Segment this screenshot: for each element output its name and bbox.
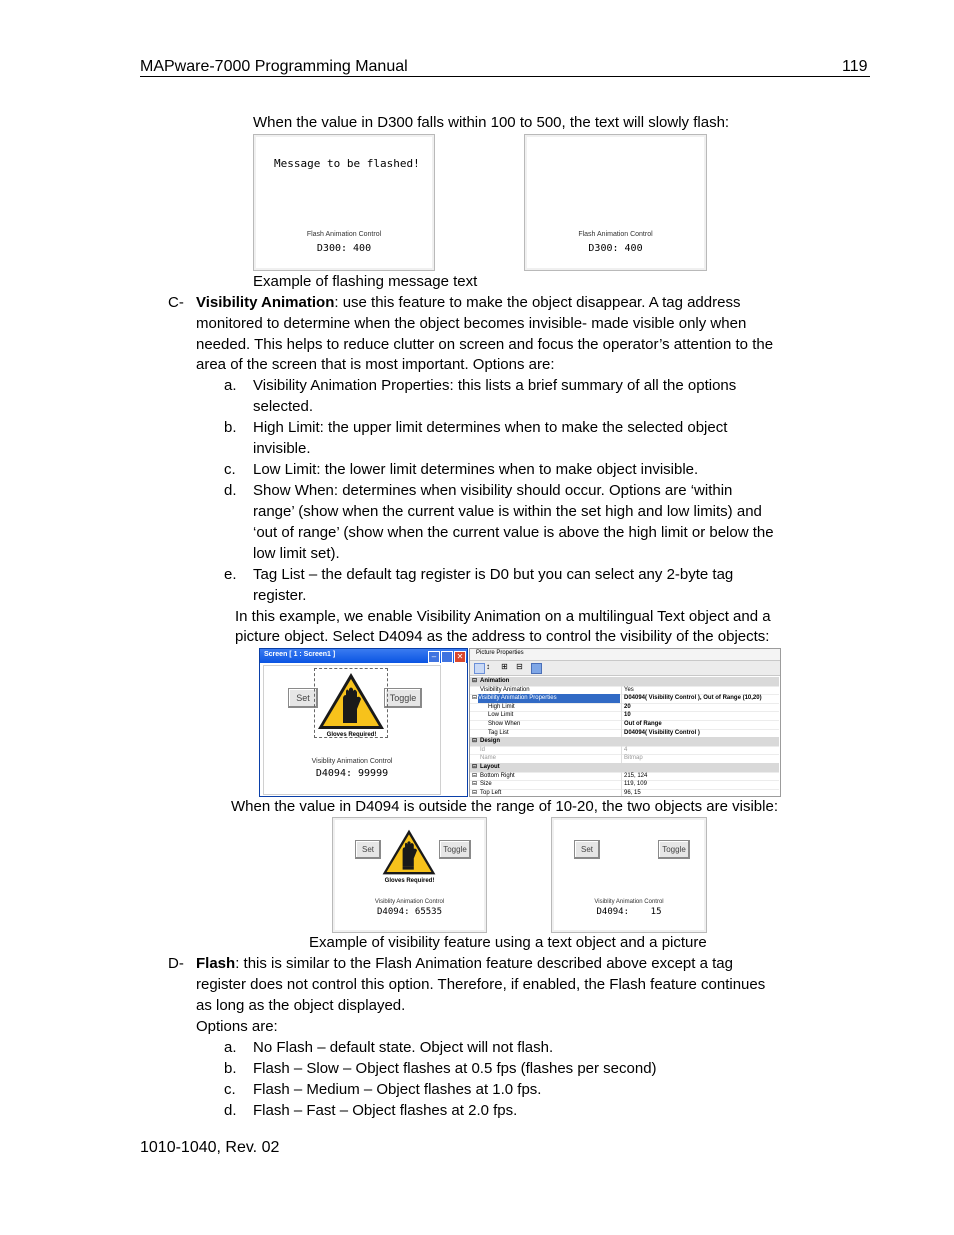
property-rows <box>470 677 780 796</box>
column-divider[interactable] <box>621 686 622 695</box>
option-c-a-letter: a. <box>224 377 237 394</box>
property-name: Size <box>480 781 492 788</box>
option-d-c-text: Flash – Medium – Object flashes at 1.0 fps. <box>253 1081 542 1098</box>
option-d-d-letter: d. <box>224 1102 237 1119</box>
gloves-label: Gloves Required! <box>384 878 435 884</box>
option-d-b-letter: b. <box>224 1060 237 1077</box>
flash-value: D300: 400 <box>316 243 372 254</box>
outside-range-text: When the value in D4094 is outside the range of 10-20, the two objects are visible: <box>231 798 778 815</box>
property-name: Name <box>480 755 497 762</box>
close-button[interactable]: ✕ <box>454 651 466 663</box>
section-c-line-4: area of the screen that is most important. Options are: <box>196 356 555 373</box>
control-label: Visiblity Animation Control <box>311 758 393 765</box>
column-divider[interactable] <box>621 754 622 763</box>
column-divider[interactable] <box>621 694 622 703</box>
minimize-button[interactable]: – <box>428 651 440 663</box>
warning-gloves-icon <box>316 670 386 732</box>
section-c-line-3: needed. This helps to reduce clutter on screen and focus the operator’s attention to the <box>196 336 774 353</box>
section-c-letter: C- <box>168 294 184 311</box>
property-grid-title: Picture Properties <box>476 650 524 656</box>
expand-toggle-icon[interactable]: ⊟ <box>472 781 478 788</box>
option-c-b-line: High Limit: the upper limit determines when to make the selected object <box>253 419 728 436</box>
property-value[interactable]: 215, 124 <box>624 772 648 779</box>
property-value[interactable]: 96, 15 <box>624 789 641 796</box>
flash-message: Message to be flashed! <box>274 157 420 170</box>
option-c-d-letter: d. <box>224 482 237 499</box>
expand-icon[interactable]: ⊞ <box>501 662 508 671</box>
column-divider[interactable] <box>621 780 622 789</box>
property-name: Low Limit <box>488 712 514 719</box>
option-c-d-line: Show When: determines when visibility should occur. Options are ‘within <box>253 482 733 499</box>
option-c-e-line: register. <box>253 587 307 604</box>
column-divider[interactable] <box>621 703 622 712</box>
property-name: Visibility Animation <box>480 686 530 693</box>
set-button[interactable]: Set <box>355 840 381 859</box>
flash-caption: Example of flashing message text <box>253 273 478 290</box>
option-c-c-letter: c. <box>224 461 236 478</box>
option-d-d-text: Flash – Fast – Object flashes at 2.0 fps. <box>253 1102 518 1119</box>
property-value[interactable]: 20 <box>624 703 631 710</box>
option-c-e-line: Tag List – the default tag register is D0 but you can select any 2-byte tag <box>253 566 734 583</box>
section-d-letter: D- <box>168 955 184 972</box>
option-c-d-line: low limit set). <box>253 545 340 562</box>
column-divider[interactable] <box>621 720 622 729</box>
option-c-d-line: ‘out of range’ (show when the current value is above the high limit or below the <box>253 524 774 541</box>
flash-control-label: Flash Animation Control <box>578 231 653 238</box>
expand-toggle-icon[interactable]: ⊟ <box>472 764 478 770</box>
screen-canvas <box>263 665 441 795</box>
section-d-line-3: as long as the object displayed. <box>196 997 406 1014</box>
section-c-title: Visibility Animation <box>196 294 335 311</box>
option-d-a-text: No Flash – default state. Object will not flash. <box>253 1039 554 1056</box>
option-c-c-line: Low Limit: the lower limit determines when to make object invisible. <box>253 461 699 478</box>
control-value: D4094: 65535 <box>376 907 443 917</box>
expand-toggle-icon[interactable]: ⊟ <box>472 789 478 796</box>
flash-panel-hidden <box>524 134 707 271</box>
section-d-line-1-text: : this is similar to the Flash Animation feature described above except a tag <box>235 955 733 972</box>
property-name: Top Left <box>480 789 502 796</box>
section-c-line-2: monitored to determine when the object becomes invisible- made visible only when <box>196 315 747 332</box>
property-value[interactable]: 119, 109 <box>624 781 647 788</box>
property-name: Bottom Right <box>480 772 515 779</box>
screen-title-bar <box>260 649 467 663</box>
section-d-line-1 <box>196 953 733 974</box>
example-line-2: picture object. Select D4094 as the address to control the visibility of the objects: <box>235 628 770 645</box>
sort-az-icon[interactable]: ↕ <box>486 662 490 671</box>
collapse-icon[interactable]: ⊟ <box>516 662 523 671</box>
option-c-b-line: invisible. <box>253 440 311 457</box>
intro-flash-text: When the value in D300 falls within 100 to 500, the text will slowly flash: <box>253 114 730 131</box>
property-value[interactable]: Out of Range <box>624 721 662 727</box>
section-c-line-1-text: : use this feature to make the object disappear. A tag address <box>334 294 741 311</box>
section-d-line-4: Options are: <box>196 1018 278 1035</box>
property-value[interactable]: Yes <box>624 686 634 693</box>
maximize-button[interactable] <box>441 651 453 663</box>
option-c-b-letter: b. <box>224 419 237 436</box>
expand-toggle-icon[interactable]: ⊟ <box>472 678 478 684</box>
gloves-label: Gloves Required! <box>326 732 377 738</box>
flash-value: D300: 400 <box>588 243 643 254</box>
set-button[interactable]: Set <box>288 688 318 708</box>
screen-window <box>259 648 468 797</box>
control-label: Visiblity Animation Control <box>594 899 664 905</box>
property-name: Show When <box>488 721 521 727</box>
property-name: Animation <box>480 678 510 684</box>
property-value[interactable]: D04094( Visibility Control ) <box>624 729 700 736</box>
column-divider[interactable] <box>621 729 622 738</box>
expand-toggle-icon[interactable]: ⊟ <box>472 738 478 745</box>
option-d-c-letter: c. <box>224 1081 236 1098</box>
section-c-line-1 <box>196 292 740 313</box>
pages-icon[interactable] <box>531 663 542 674</box>
property-name: Visibility Animation Properties <box>478 694 620 703</box>
expand-toggle-icon[interactable]: ⊟ <box>472 772 478 779</box>
column-divider[interactable] <box>621 711 622 720</box>
property-value[interactable]: D04094( Visibility Control ), Out of Range (10,20) <box>624 695 762 702</box>
column-divider[interactable] <box>621 772 622 781</box>
property-value[interactable]: Bitmap <box>624 755 643 762</box>
footer-doc-number: 1010-1040, Rev. 02 <box>140 1139 280 1156</box>
control-label: Visiblity Animation Control <box>374 899 445 905</box>
flash-control-label: Flash Animation Control <box>306 231 382 238</box>
toggle-button[interactable]: Toggle <box>384 688 422 708</box>
option-c-a-line: selected. <box>253 398 314 415</box>
property-name: Design <box>480 738 501 745</box>
section-d-line-2: register does not control this option. Therefore, if enabled, the Flash feature continues <box>196 976 766 993</box>
toggle-button[interactable]: Toggle <box>658 840 690 859</box>
property-name: High Limit <box>488 703 515 710</box>
property-name: Tag List <box>488 729 509 736</box>
expand-toggle-icon[interactable]: ⊟ <box>472 695 478 702</box>
option-c-d-line: range’ (show when the current value is within the set high and low limits) and <box>253 503 762 520</box>
control-value: D4094: 15 <box>596 907 662 917</box>
property-name: Layout <box>480 764 500 770</box>
page-number: 119 <box>842 58 868 75</box>
header-rule <box>140 76 870 77</box>
option-c-a-line: Visibility Animation Properties: this lists a brief summary of all the options <box>253 377 737 394</box>
option-d-b-text: Flash – Slow – Object flashes at 0.5 fps (flashes per second) <box>253 1060 657 1077</box>
toggle-button[interactable]: Toggle <box>439 840 471 859</box>
option-d-a-letter: a. <box>224 1039 237 1056</box>
property-value[interactable]: 4 <box>624 746 628 753</box>
section-d-title: Flash <box>196 955 236 972</box>
option-c-e-letter: e. <box>224 566 237 583</box>
property-name: Id <box>480 746 486 753</box>
column-divider[interactable] <box>621 746 622 755</box>
property-grid <box>469 648 781 797</box>
control-value: D4094: 99999 <box>315 768 389 779</box>
set-button[interactable]: Set <box>574 840 600 859</box>
property-value[interactable]: 10 <box>624 712 631 719</box>
categorized-icon[interactable] <box>474 663 485 674</box>
screen-title: Screen [ 1 : Screen1 ] <box>264 651 336 658</box>
property-grid-header <box>470 649 780 661</box>
warning-gloves-icon <box>381 826 437 878</box>
header-title: MAPware-7000 Programming Manual <box>140 58 408 75</box>
visibility-panel-hidden <box>551 817 707 933</box>
example-line-1: In this example, we enable Visibility Animation on a multilingual Text object and a <box>235 608 771 625</box>
visibility-panel-visible <box>332 817 487 933</box>
visibility-caption: Example of visibility feature using a text object and a picture <box>309 934 707 951</box>
property-toolbar <box>470 661 780 676</box>
flash-panel-visible <box>253 134 435 271</box>
